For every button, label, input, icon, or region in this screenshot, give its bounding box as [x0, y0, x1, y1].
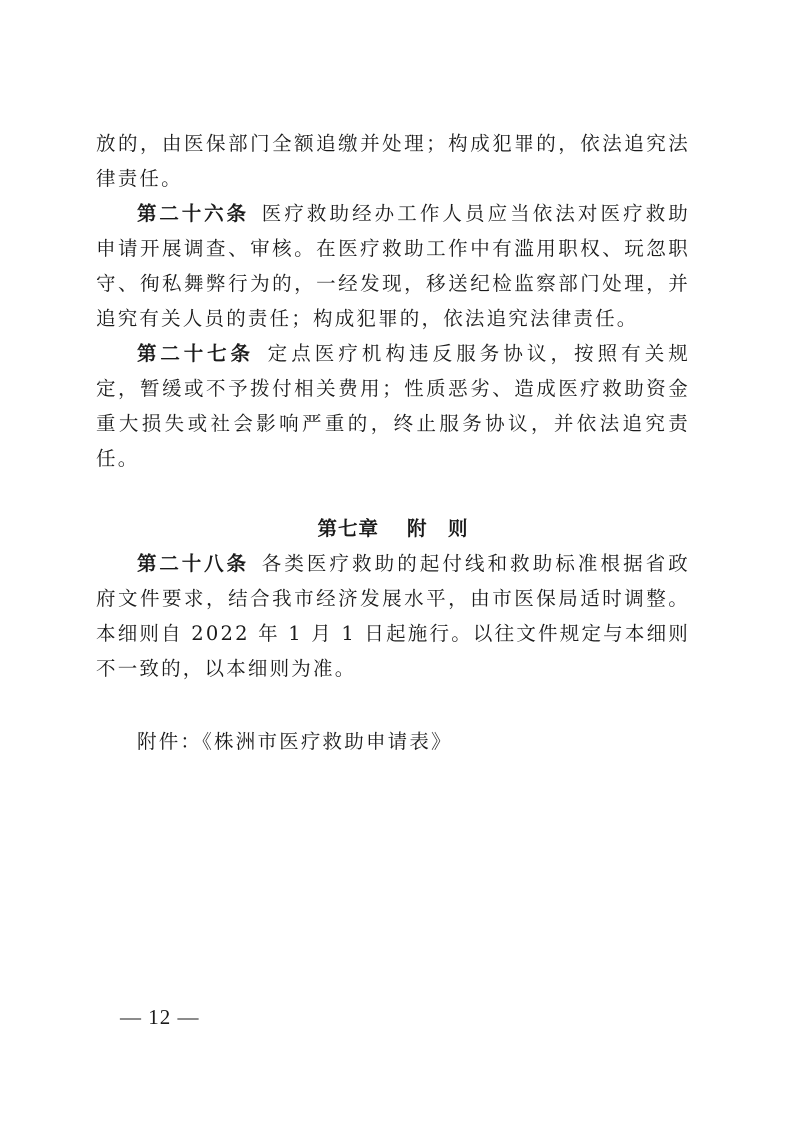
- chapter-title: 附 则: [407, 517, 469, 540]
- document-body: [96, 126, 690, 759]
- article-27-title: 第二十七条: [137, 342, 254, 365]
- article-28-title: 第二十八条: [137, 552, 249, 575]
- article-28-body: 各类医疗救助的起付线和救助标准根据省政府文件要求，结合我市经济发展水平，由市医保局适时调整。本细则自 2022 年 1 月 1 日起施行。以往文件规定与本细则不一致的，以本细则为准。: [96, 552, 690, 680]
- attachment-line: 附件：《株洲市医疗救助申请表》: [137, 730, 453, 753]
- article-27: [96, 336, 690, 476]
- paragraph-continuation: 放的，由医保部门全额追缴并处理；构成犯罪的，依法追究法律责任。: [96, 132, 690, 190]
- article-27-body: 定点医疗机构违反服务协议，按照有关规定，暂缓或不予拨付相关费用；性质恶劣、造成医疗救助资金重大损失或社会影响严重的，终止服务协议，并依法追究责任。: [96, 342, 690, 470]
- chapter-number: 第七章: [317, 517, 379, 540]
- article-26: [96, 196, 690, 336]
- article-26-body: 医疗救助经办工作人员应当依法对医疗救助申请开展调查、审核。在医疗救助工作中有滥用职权、玩忽职守、徇私舞弊行为的，一经发现，移送纪检监察部门处理，并追究有关人员的责任；构成犯罪的，依法追究法律责任。: [96, 202, 690, 330]
- page-number: — 12 —: [120, 1005, 200, 1029]
- article-26-title: 第二十六条: [137, 202, 249, 225]
- chapter-heading: [96, 511, 690, 546]
- article-28: [96, 546, 690, 686]
